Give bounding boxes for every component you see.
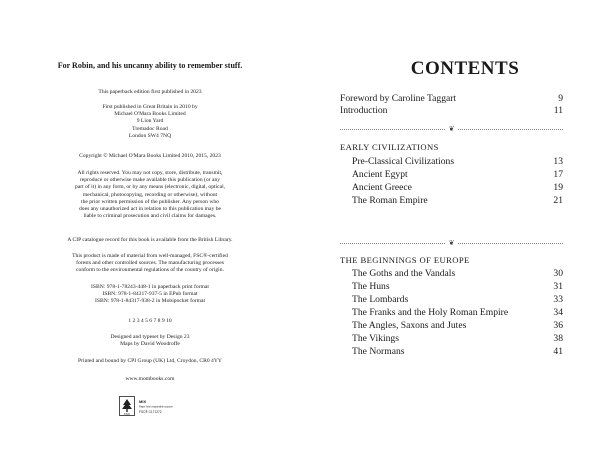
svg-text:Paper from responsible sources: Paper from responsible sources [139,405,173,409]
toc-entry: Ancient Greece 19 [352,182,563,193]
rights-notice: All rights reserved. You may not copy, store, distribute, transmit, reproduce or otherwise make available this publication (or any part of it) in any form, or by any means (electronic, digital, optical, mechanical, photocopying, recording or otherwise), without the prior written permission of the publisher. Any person who does any unauthorized act in relation to this publication may be liable to criminal prosecution and civil claims for damages. [74,170,226,220]
svg-text:FSC: FSC [124,412,130,416]
toc-entry: Pre-Classical Civilizations 13 [352,156,563,167]
printer-line: Printed and bound by CPI Group (UK) Ltd, Croydon, CR0 4YY [78,358,222,364]
dedication: For Robin, and his uncanny ability to remember stuff. [57,61,243,70]
toc-entry: The Goths and the Vandals 30 [352,268,563,279]
toc-entry: The Lombards 33 [352,294,563,305]
print-run: 1 2 3 4 5 6 7 8 9 10 [128,318,172,324]
toc-entry: The Vikings 38 [352,333,563,344]
publisher-block: First published in Great Britain in 2010 by Michael O'Mara Books Limited 9 Lion Yard Tremadoc Road London SW4 7NQ [102,104,198,139]
cip-notice: A CIP catalogue record for this book is available from the British Library. [67,237,233,243]
ornament-icon: ❦ [446,239,458,248]
toc-entry: Foreword by Caroline Taggart 9 [340,93,563,104]
environment-notice: This product is made of material from well-managed, FSC®-certified forests and other controlled sources. The manufacturing processes conform to the environmental regulations of the country of origin. [72,253,228,274]
toc-entry: Ancient Egypt 17 [352,169,563,180]
fsc-tree-icon [119,396,179,416]
toc-entry: Introduction 11 [340,105,563,116]
toc-entry: The Angles, Saxons and Jutes 36 [352,320,563,331]
toc-entry: The Normans 41 [352,346,563,357]
page-title: CONTENTS [410,58,520,79]
design-credits: Designed and typeset by Design 23 Maps by David Woodroffe [110,334,190,348]
svg-text:FSC® C171272: FSC® C171272 [139,410,162,414]
copyright-line: Copyright © Michael O'Mara Books Limited 2010, 2015, 2023 [79,153,221,159]
svg-text:MIX: MIX [139,399,147,404]
isbn-list: ISBN: 978-1-78243-448-1 in paperback print format ISBN: 978-1-84317-937-5 in EPub format ISBN: 978-1-84317-938-2 in Mobipocket format [91,284,209,305]
ornament-icon: ❦ [446,125,458,134]
section-heading: EARLY CIVILIZATIONS [340,142,439,152]
website: www.mombooks.com [125,376,175,382]
toc-entry: The Franks and the Holy Roman Empire 34 [352,307,563,318]
toc-entry: The Huns 31 [352,281,563,292]
section-heading: THE BEGINNINGS OF EUROPE [340,255,470,265]
section-divider [340,239,563,247]
toc-entry: The Roman Empire 21 [352,195,563,206]
paperback-note: This paperback edition first published in 2023 [98,89,202,95]
fsc-logo [119,396,179,416]
section-divider [340,125,563,133]
